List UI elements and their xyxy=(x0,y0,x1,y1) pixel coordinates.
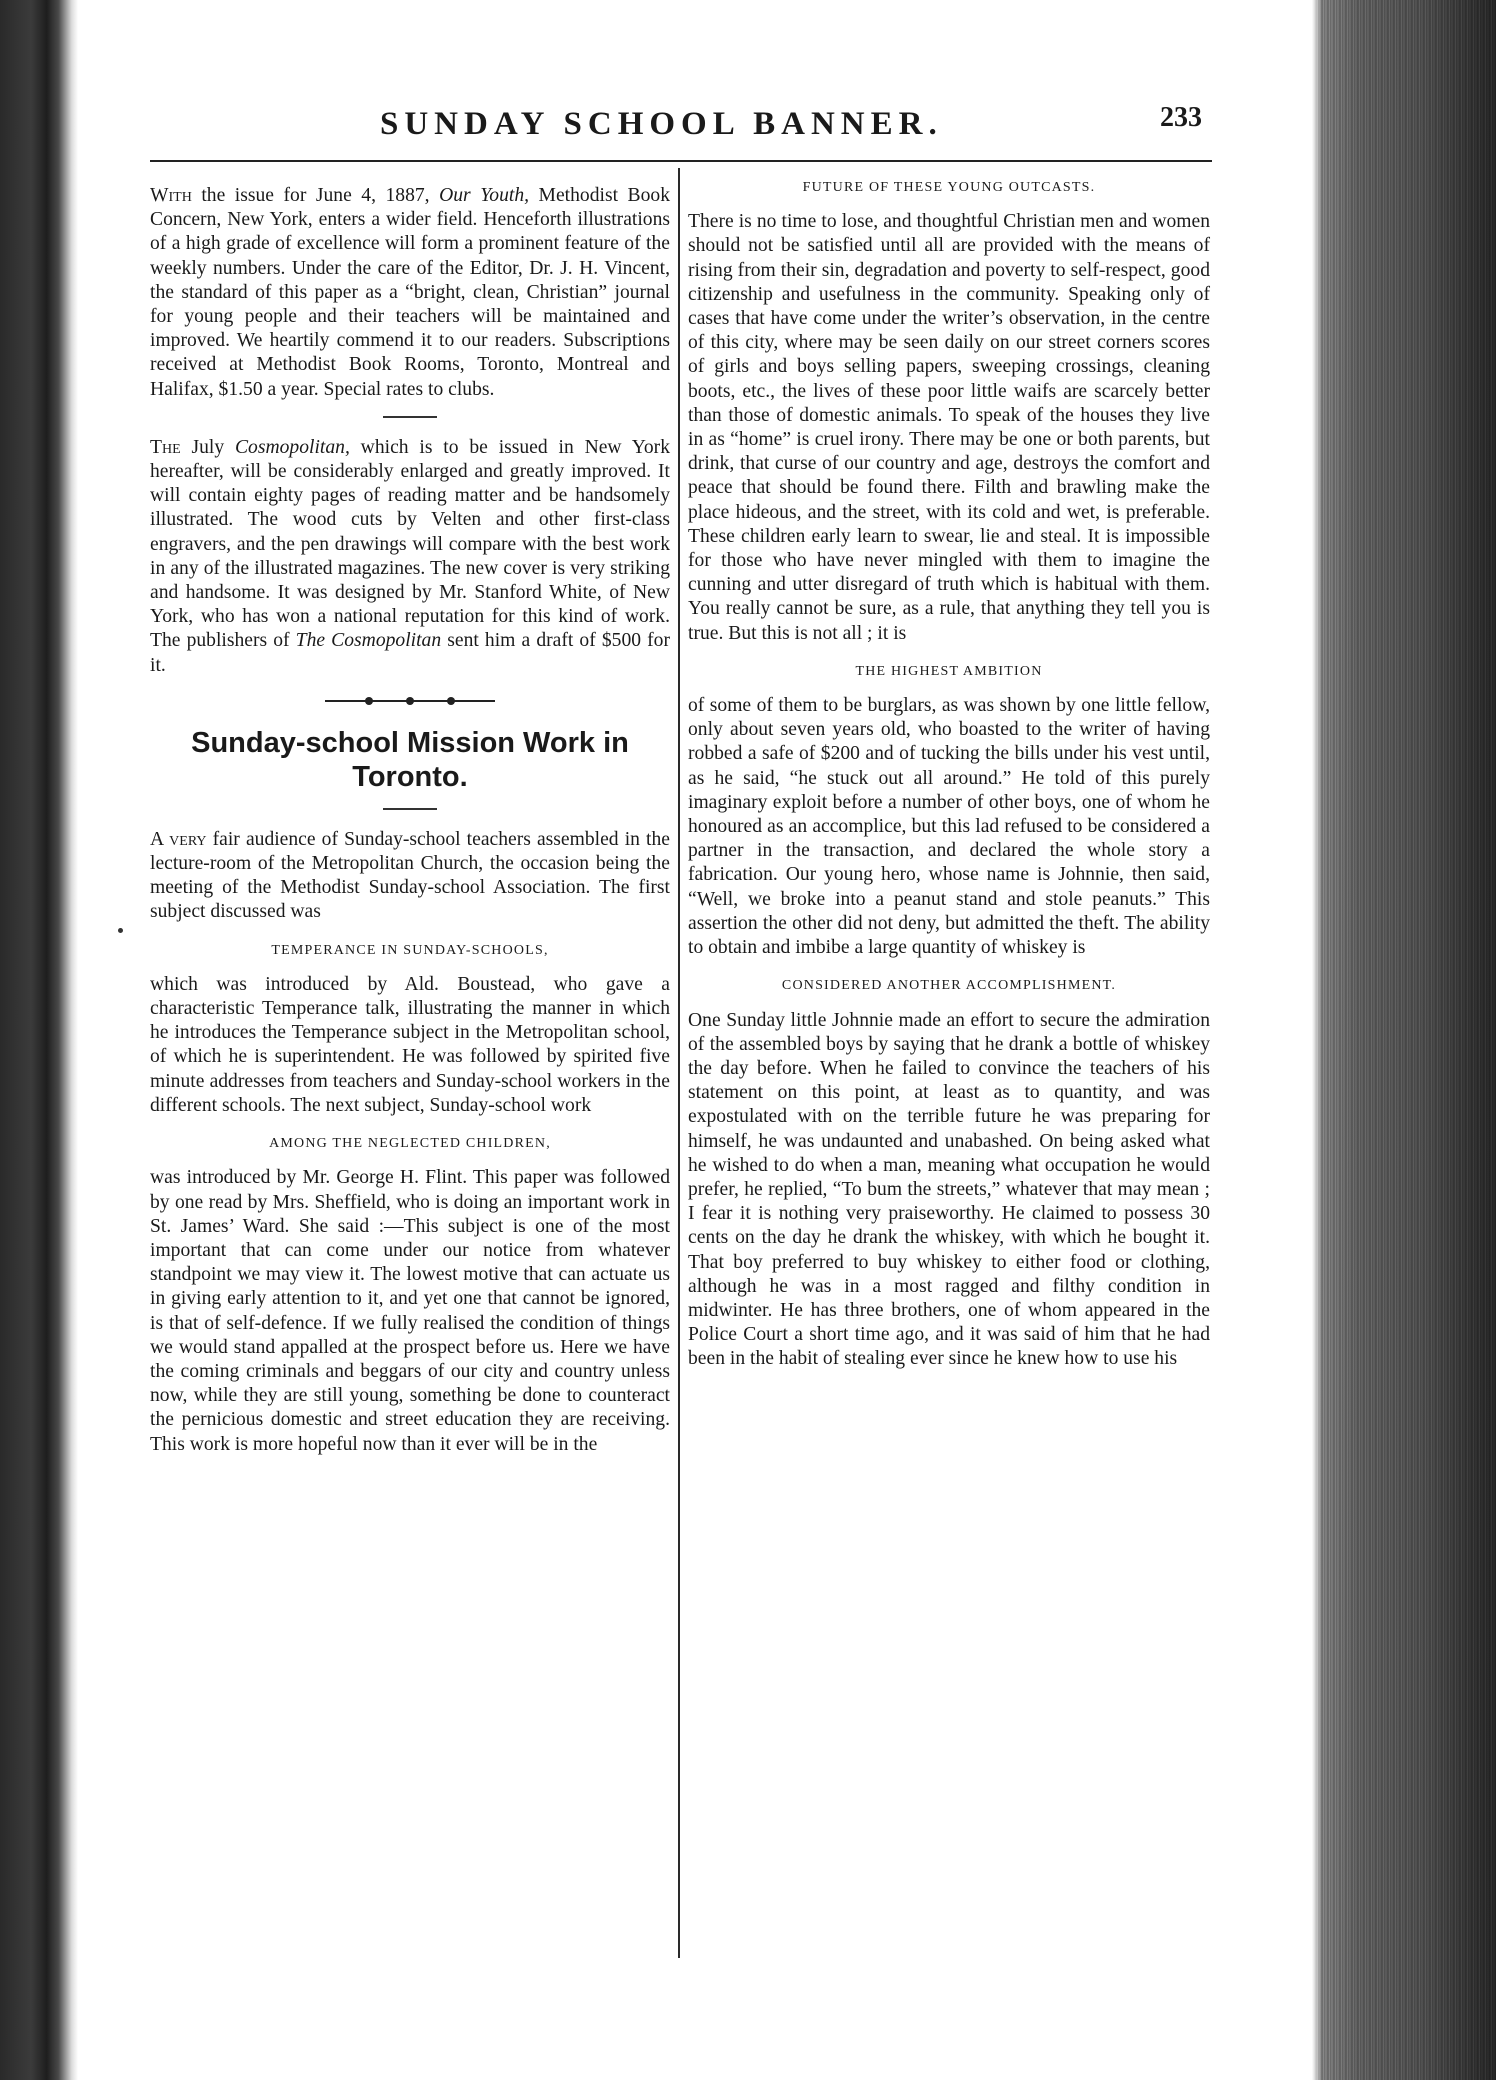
notice-our-youth xyxy=(150,184,670,402)
publication-title: Cosmopolitan, xyxy=(234,436,350,458)
article-title: Sunday-school Mission Work in Toronto. xyxy=(191,726,629,793)
ornamental-divider xyxy=(325,696,495,706)
notice-text: the issue for June 4, 1887, xyxy=(191,185,440,206)
notice-text: which is to be issued in New York hereafter, will be considerably enlarged and greatly improved. It will contain eighty pages of reading matter and be handsomely illustrated. The wood cuts by Velten and other first-class engravers, and the pen drawings will compare with the best work in any of the illustrated magazines. The new cover is very striking and handsome. It was designed by Mr. Stanford White, of New York, who has won a national reputation for this kind of work. The publishers of xyxy=(150,436,670,652)
right-column xyxy=(688,180,1210,1372)
title-rule xyxy=(383,808,437,810)
notice-text: July xyxy=(180,436,235,458)
article-paragraph: One Sunday little Johnnie made an effort to secure the admiration of the assembled boys by saying that he drank a bottle of whiskey the day before. When he failed to convince the teachers of his statement on this point, at least as to quantity, and was expostulated with on the terrible future he was preparing for himself, he was undaunted and unabashed. On being asked what he wished to do when a man, meaning what occupation he would prefer, he replied, “To bum the streets,” whatever that may mean ; I fear it is nothing very praiseworthy. He claimed to possess 30 cents on the day he drank the whiskey, with which he bought it. That boy preferred to buy whiskey to either food or clothing, although he was in a most ragged and filthy condition in midwinter. He has three brothers, one of whom appeared in the Police Court a short time ago, and it was said of him that he had been in the habit of stealing ever since he knew how to use his xyxy=(688,1009,1210,1370)
subheading: CONSIDERED ANOTHER ACCOMPLISHMENT. xyxy=(781,978,1117,994)
publication-title: The Cosmopolitan xyxy=(295,630,442,652)
section-rule xyxy=(383,416,437,418)
article-paragraph: was introduced by Mr. George H. Flint. This paper was followed by one read by Mrs. Sheffield, who is doing an important work in St. James’ Ward. She said :—This subject is one of the most important that can come under our notice from whatever standpoint we may view it. The lowest motive that can actuate us in giving early attention to it, and yet one that cannot be ignored, is that of self-defence. If we fully realised the condition of things we would stand appalled at the prospect before us. Here we have the coming criminals and beggars of our city and country unless now, while they are still young, something be done to counteract the pernicious domestic and street education they are receiving. This work is more hopeful now than it ever will be in the xyxy=(150,1167,670,1455)
book-gutter-shadow xyxy=(0,0,78,2080)
subheading: TEMPERANCE IN SUNDAY-SCHOOLS, xyxy=(271,942,549,958)
notice-cosmopolitan xyxy=(150,436,670,678)
subheading: THE HIGHEST AMBITION xyxy=(855,663,1043,679)
margin-mark xyxy=(118,928,123,933)
publication-title: Our Youth, xyxy=(439,185,530,206)
intro-text: fair audience of Sunday-school teachers assembled in the lecture-room of the Metropolitan Church, the occasion being the meeting of the Methodist Sunday-school Association. The first subject discussed was xyxy=(150,828,670,923)
article-paragraph: which was introduced by Ald. Boustead, who gave a characteristic Temperance talk, illustrating the manner in which he introduces the Temperance subject in the Metropolitan school, of which he is superintendent. He was followed by spirited five minute addresses from teachers and Sunday-school workers in the different schools. The next subject, Sunday-school work xyxy=(150,973,670,1116)
subheading: FUTURE OF THESE YOUNG OUTCASTS. xyxy=(802,180,1096,195)
header-rule xyxy=(150,160,1212,162)
article-intro xyxy=(150,828,670,925)
notice-lead: With xyxy=(150,185,192,206)
notice-text: sent him a draft of $500 for it. xyxy=(150,630,671,676)
column-divider xyxy=(678,168,680,1958)
article-paragraph: There is no time to lose, and thoughtful Christian men and women should not be satisfied until all are provided with the means of rising from their sin, degradation and poverty to self-respect, good citizenship and usefulness in the community. Speaking only of cases that have come under the writer’s observation, in the centre of this city, where may be seen daily on our street corners scores of girls and boys selling papers, sweeping crossings, cleaning boots, etc., the lives of these poor little waifs are scarcely better than those of domestic animals. To speak of the houses they live in as “home” is cruel irony. There may be one or both parents, but drink, that curse of our country and age, destroys the comfort and peace that should be found there. Filth and brawling make the place hideous, and the street, with its cold and wet, is preferable. These children early learn to swear, lie and steal. It is impossible for those who have never mingled with them to imagine the cunning and utter disregard of truth which is habitual with them. You really cannot be sure, as a rule, that anything they tell you is true. But this is not all ; it is xyxy=(688,211,1210,644)
running-title: SUNDAY SCHOOL BANNER. xyxy=(380,106,943,142)
article-paragraph: of some of them to be burglars, as was shown by one little fellow, only about seven years old, who boasted to the writer of having robbed a safe of $200 and of tucking the bills under his vest until, as he said, “he stuck out all around.” He told of this purely imaginary exploit before a number of other boys, one of whom he honoured as an accomplice, but this lad refused to be considered a partner in the transaction, and declared the whole story a fabrication. Our young hero, whose name is Johnnie, then said, “Well, we broke into a peanut stand and stole peanuts.” This assertion the other did not deny, but admitted the theft. The ability to obtain and imbibe a large quantity of whiskey is xyxy=(688,695,1210,959)
magazine-page xyxy=(150,96,1212,1976)
page-header xyxy=(150,96,1212,156)
page-edges-stack xyxy=(1312,0,1496,2080)
notice-lead: The xyxy=(150,436,181,458)
page-number: 233 xyxy=(1160,102,1202,133)
subheading: AMONG THE NEGLECTED CHILDREN, xyxy=(269,1136,551,1152)
left-column xyxy=(150,184,670,1457)
intro-lead: A very xyxy=(150,828,207,850)
notice-text: Methodist Book Concern, New York, enters a wider field. Henceforth illustrations of a high grade of excellence will form a prominent feature of the weekly numbers. Under the care of the Editor, Dr. J. H. Vincent, the standard of this paper as a “bright, clean, Christian” journal for young people and their teachers will be maintained and improved. We heartily commend it to our readers. Subscriptions received at Methodist Book Rooms, Toronto, Montreal and Halifax, $1.50 a year. Special rates to clubs. xyxy=(150,185,670,400)
